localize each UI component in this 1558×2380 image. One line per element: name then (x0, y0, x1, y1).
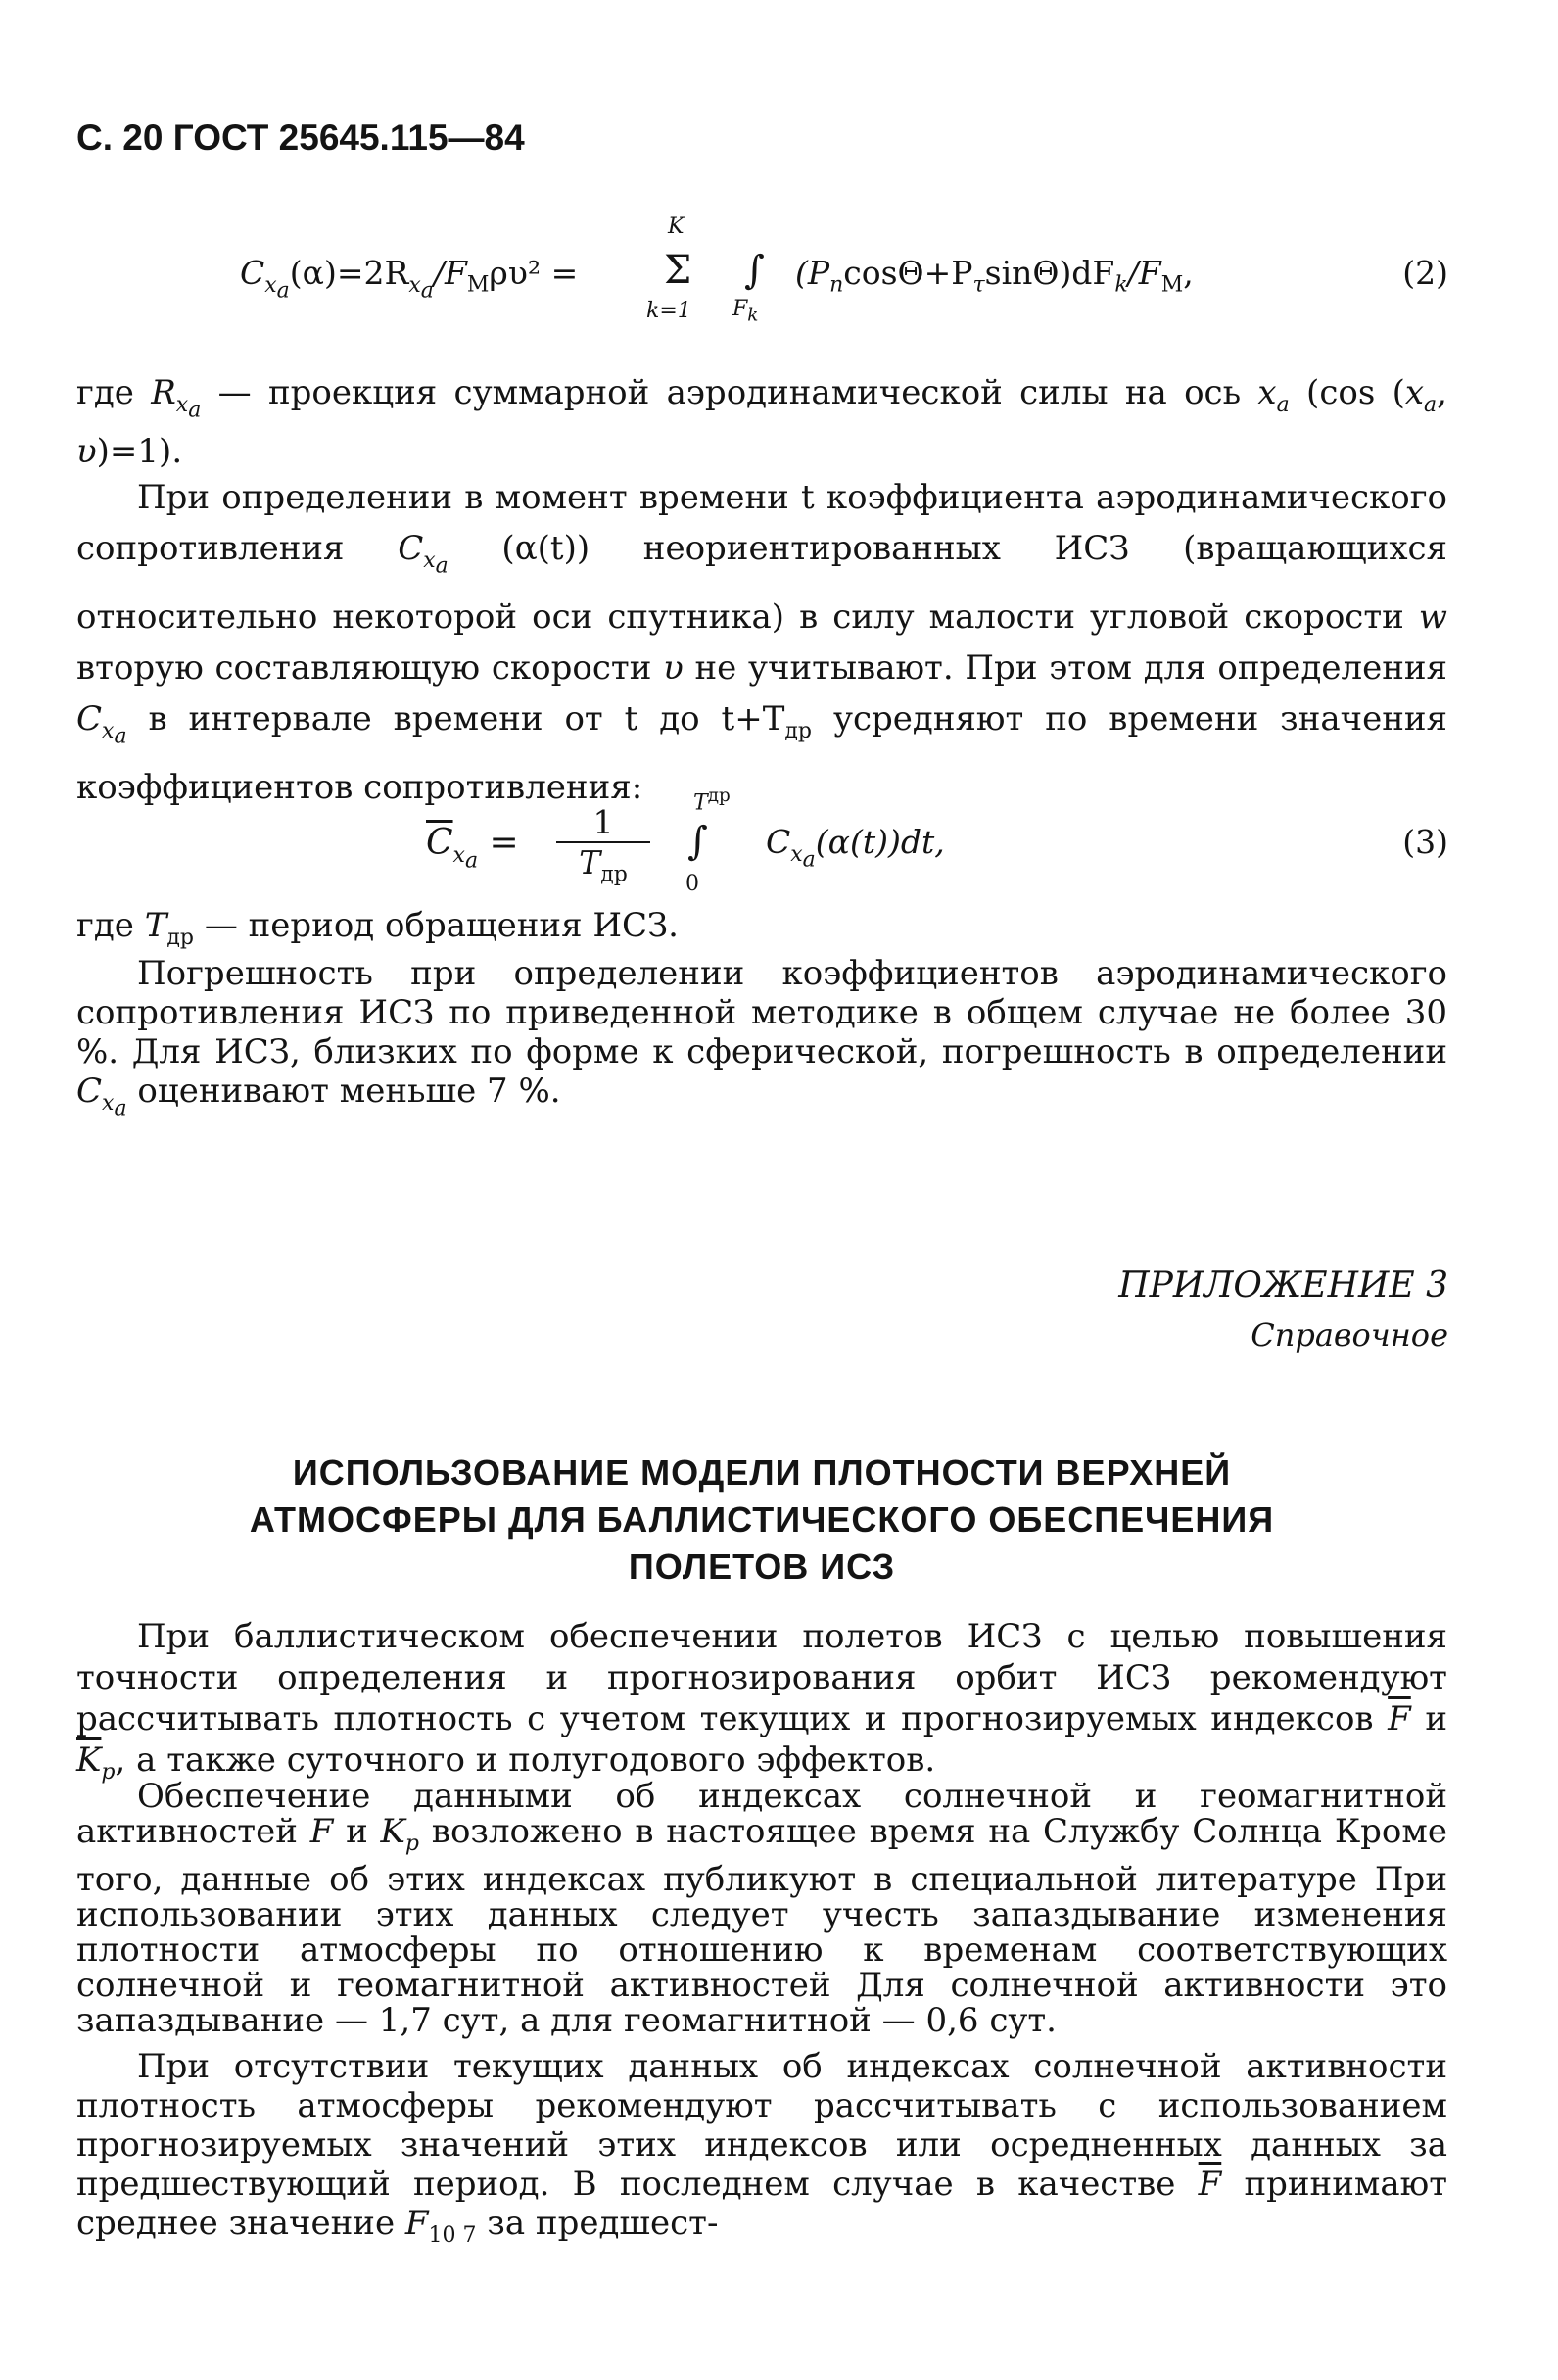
paragraph-data-supply: Обеспечение данными об индексах солнечной и геомагнитной активностей F и $K_p$ возложено в настоящее время на Службу Солнца Кроме того, данные об этих индексах публикуют в специальной литературе При использовании этих данных следует учесть запаздывание изменения плотности атмосферы по отношению к временам соответствующих солнечной и геомагнитной активностей Для солнечной активности это запаздывание — 1,7 сут, а для геомагнитной — 0,6 сут. (76, 1777, 1447, 2040)
integral-lower-limit-3: 0 (685, 872, 699, 896)
formula-3-lhs: $\overline{C}_{x_a}$ = (426, 823, 519, 874)
paragraph-drag-coefficient: При определении в момент времени t коэффициента аэродинамического сопротивления $C_{x_a}$ (α(t)) неориентированных ИСЗ (вращающихся относительно некоторой оси спутника) в силу малости угловой скорости w вторую составляющую скорости υ не учитывают. При этом для определения $C_{x_a}$ в интервале времени от t до $t+T_{др}$ усредняют по времени значения коэффициентов сопротивления: (76, 478, 1447, 808)
paragraph-rx-definition: где $R_{x_a}$ — проекция суммарной аэродинамической силы на ось $x_a$ (cos ($x_a$, υ)=1). (76, 373, 1447, 472)
paragraph-period: где $T_{др}$ — период обращения ИСЗ. (76, 906, 679, 950)
formula-3-number: (3) (1402, 823, 1448, 861)
integral-symbol: ∫ (744, 248, 765, 293)
appendix-heading (1118, 1263, 1448, 1357)
sum-upper-limit: K (668, 214, 685, 239)
integral-symbol-3: ∫ (687, 819, 708, 864)
page-header: С. 20 ГОСТ 25645.115—84 (76, 118, 525, 158)
integral-upper-limit: $T^{др}$ (693, 785, 731, 816)
integral-lower-limit: $F_k$ (732, 297, 759, 326)
title-line-1: ИСПОЛЬЗОВАНИЕ МОДЕЛИ ПЛОТНОСТИ ВЕРХНЕЙ (292, 1452, 1232, 1493)
sum-symbol: Σ (664, 248, 692, 293)
paragraph-no-data: При отсутствии текущих данных об индексах солнечной активности плотность атмосферы рекомендуют рассчитывать с использованием прогнозируемых значений этих индексов или осредненных данных за предшествующий период. В последнем случае в качестве $\overline{F}$ принимают среднее значение $F_{10 7}$ за предшест- (76, 2047, 1448, 2248)
paragraph-ballistic: При баллистическом обеспечении полетов ИСЗ с целью повышения точности определения и прогнозирования орбит ИСЗ рекомендуют рассчитывать плотность с учетом текущих и прогнозируемых индексов $\overline{F}$ и $\overline{K}_p$, а также суточного и полугодового эффектов. (76, 1617, 1447, 1785)
paragraph-error: Погрешность при определении коэффициентов аэродинамического сопротивления ИСЗ по приведенной методике в общем случае не более 30 %. Для ИСЗ, близких по форме к сферической, погрешность в определении $C_{x_a}$ оценивают меньше 7 %. (76, 954, 1447, 1121)
section-title (76, 1450, 1447, 1591)
title-line-3: ПОЛЕТОВ ИСЗ (628, 1547, 896, 1587)
formula-3-fraction: 1 $T_{др}$ (556, 803, 650, 887)
formula-2-lhs: $C_{x_a}(\alpha)=2R_{x_a}/F_М\rho\upsilon^2$ = (240, 254, 579, 303)
formula-3-body: $C_{x_a}(\alpha(t))dt$, (766, 823, 945, 872)
formula-2-body: $(P_n\cos\Theta+P_\tau\sin\Theta)dF_k/F_М$, (795, 254, 1194, 298)
formula-2 (0, 211, 1558, 328)
title-line-2: АТМОСФЕРЫ ДЛЯ БАЛЛИСТИЧЕСКОГО ОБЕСПЕЧЕНИЯ (249, 1499, 1275, 1540)
appendix-kind: Справочное (1251, 1316, 1448, 1354)
formula-3 (0, 784, 1558, 901)
appendix-label: ПРИЛОЖЕНИЕ 3 (1118, 1265, 1448, 1306)
sum-lower-limit: k=1 (646, 299, 691, 323)
formula-2-number: (2) (1402, 254, 1448, 292)
